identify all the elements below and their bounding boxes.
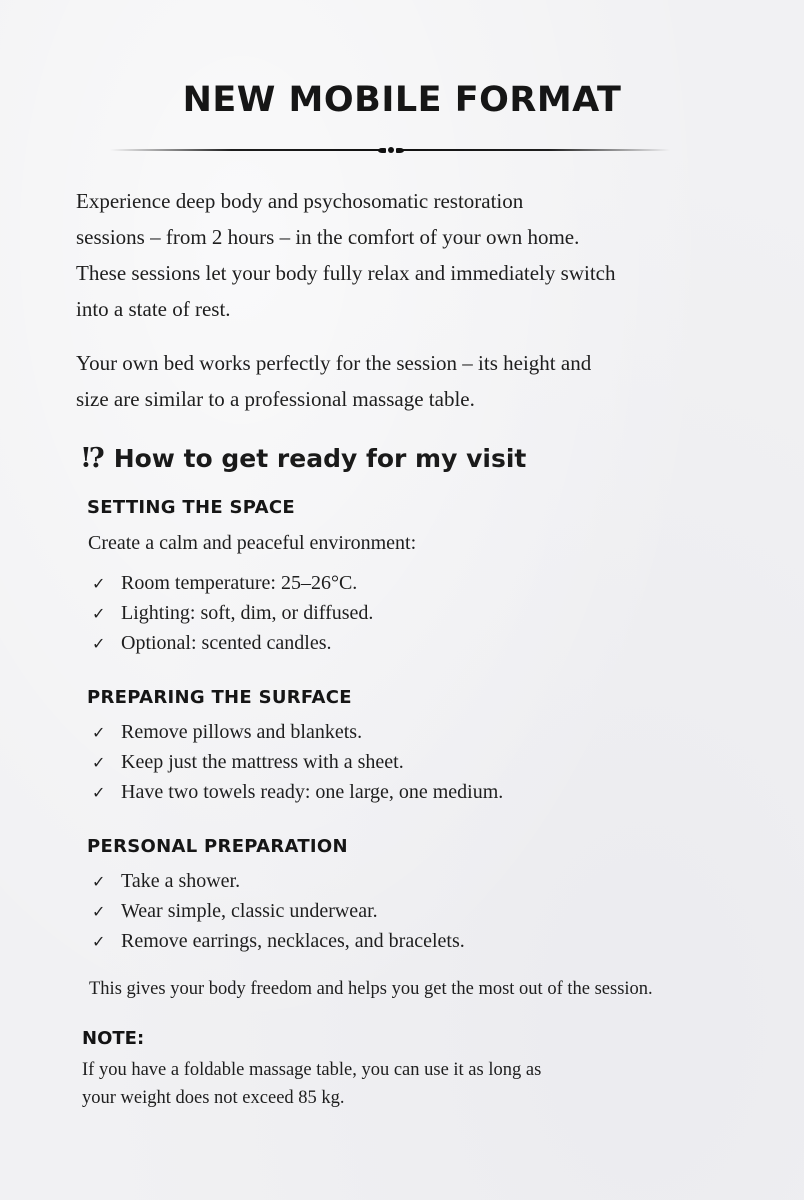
- checkmark-icon: ✓: [92, 753, 106, 772]
- list-item-text: Keep just the mattress with a sheet.: [121, 751, 404, 773]
- checklist-personal-preparation: [92, 866, 465, 956]
- note-label: NOTE:: [82, 1028, 145, 1049]
- interrobang-icon: !?: [80, 443, 102, 474]
- page-title: NEW MOBILE FORMAT: [182, 80, 622, 120]
- list-item-text: Optional: scented candles.: [121, 632, 332, 654]
- list-item-text: Lighting: soft, dim, or diffused.: [121, 602, 374, 624]
- note-text: [82, 1056, 722, 1112]
- divider-line-right: [400, 149, 670, 151]
- section-heading: [80, 443, 526, 474]
- intro-line: These sessions let your body fully relax and immediately switch: [76, 261, 616, 285]
- checkmark-icon: ✓: [92, 783, 106, 802]
- divider-ornament-left-icon: [378, 148, 386, 153]
- list-item: [92, 926, 465, 956]
- list-item: [92, 568, 373, 598]
- subsection-heading-preparing-surface: PREPARING THE SURFACE: [87, 687, 352, 708]
- checklist-setting-space: [92, 568, 373, 658]
- list-item-text: Remove pillows and blankets.: [121, 721, 363, 743]
- list-item: [92, 866, 465, 896]
- note-line: If you have a foldable massage table, you can use it as long as: [82, 1060, 542, 1080]
- bed-line: size are similar to a professional massage table.: [76, 387, 475, 411]
- checkmark-icon: ✓: [92, 902, 106, 921]
- list-item-text: Room temperature: 25–26°C.: [121, 572, 358, 594]
- checklist-preparing-surface: [92, 717, 503, 807]
- intro-paragraph: [76, 183, 756, 327]
- note-line: your weight does not exceed 85 kg.: [82, 1088, 345, 1108]
- checkmark-icon: ✓: [92, 634, 106, 653]
- bed-line: Your own bed works perfectly for the session – its height and: [76, 351, 592, 375]
- ornamental-divider: [110, 144, 670, 156]
- list-item: [92, 747, 503, 777]
- intro-line: into a state of rest.: [76, 297, 231, 321]
- checkmark-icon: ✓: [92, 932, 106, 951]
- list-item-text: Take a shower.: [121, 870, 241, 892]
- intro-line: Experience deep body and psychosomatic restoration: [76, 189, 524, 213]
- intro-line: sessions – from 2 hours – in the comfort of your own home.: [76, 225, 580, 249]
- subsection-intro: Create a calm and peaceful environment:: [88, 532, 417, 554]
- checkmark-icon: ✓: [92, 872, 106, 891]
- subsection-heading-setting-space: SETTING THE SPACE: [87, 497, 295, 518]
- bed-paragraph: [76, 345, 756, 417]
- list-item: [92, 628, 373, 658]
- checkmark-icon: ✓: [92, 574, 106, 593]
- divider-ornament-center-icon: [388, 147, 394, 153]
- list-item-text: Wear simple, classic underwear.: [121, 900, 378, 922]
- list-item-text: Remove earrings, necklaces, and bracelets.: [121, 930, 465, 952]
- divider-line-left: [110, 149, 380, 151]
- list-item: [92, 896, 465, 926]
- checkmark-icon: ✓: [92, 723, 106, 742]
- list-item: [92, 598, 373, 628]
- list-item: [92, 777, 503, 807]
- list-item-text: Have two towels ready: one large, one medium.: [121, 781, 504, 803]
- list-item: [92, 717, 503, 747]
- closing-statement: This gives your body freedom and helps you get the most out of the session.: [89, 979, 653, 999]
- checkmark-icon: ✓: [92, 604, 106, 623]
- subsection-heading-personal-preparation: PERSONAL PREPARATION: [87, 836, 348, 857]
- section-heading-text: How to get ready for my visit: [113, 444, 527, 473]
